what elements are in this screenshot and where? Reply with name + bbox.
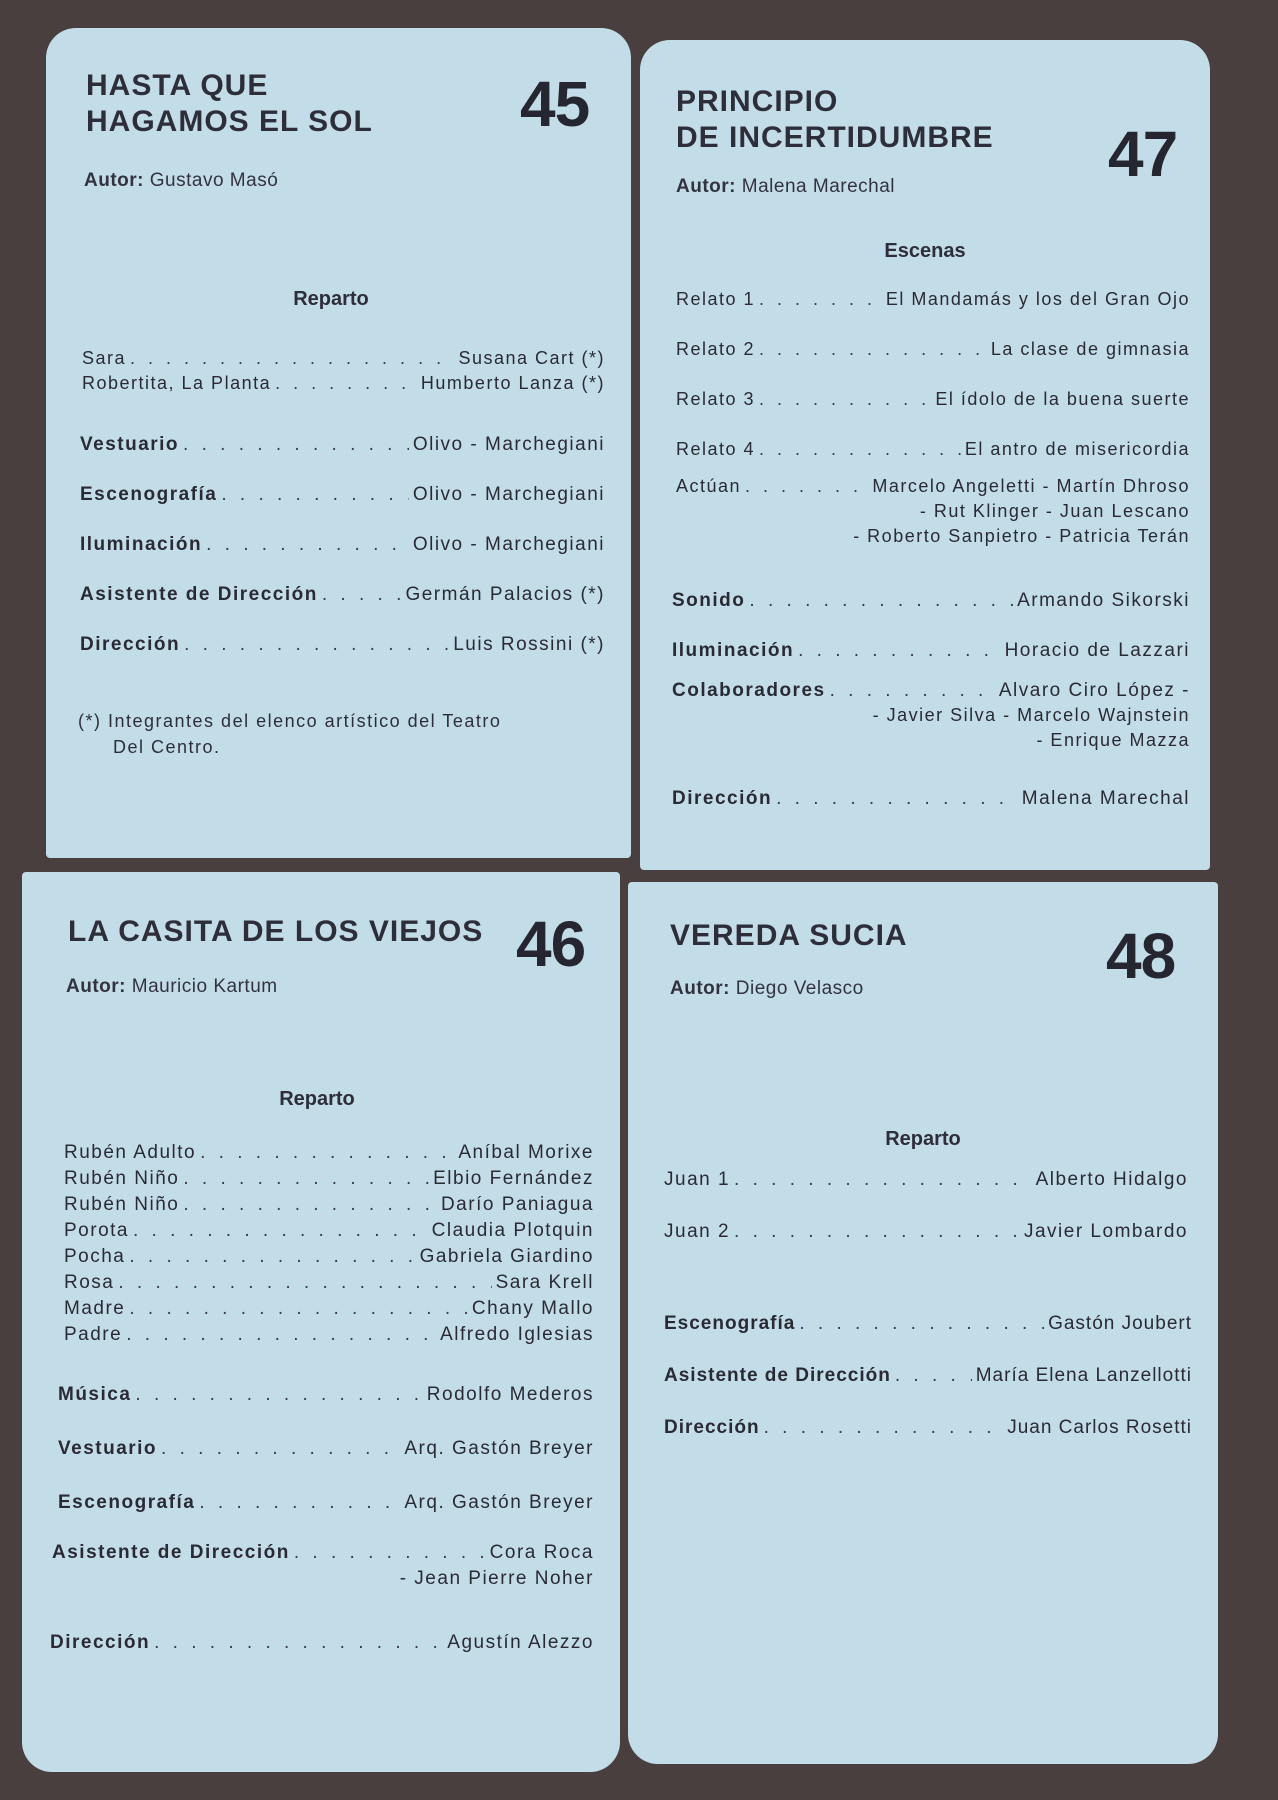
- credit-label: Asistente de Dirección: [52, 1542, 290, 1563]
- character-name: Porota: [64, 1220, 129, 1241]
- actor-name: Aníbal Morixe: [458, 1142, 594, 1163]
- character-name: Madre: [64, 1298, 126, 1319]
- leader-dots: [734, 1206, 1020, 1258]
- scene-label: Relato 1: [676, 289, 756, 309]
- leader-dots: [183, 420, 409, 470]
- leader-dots: [206, 520, 409, 570]
- leader-dots: [129, 1244, 415, 1270]
- credit-row-direccion: [672, 774, 1190, 824]
- credit-label: Iluminación: [80, 534, 203, 555]
- actor-name: Humberto Lanza (*): [420, 373, 605, 393]
- credit-value: Olivo - Marchegiani: [412, 484, 605, 505]
- scene-label: Relato 4: [676, 439, 756, 459]
- credit-label: Colaboradores: [672, 680, 826, 701]
- leader-dots: [183, 1192, 437, 1218]
- actor-name: Alfredo Iglesias: [440, 1324, 594, 1345]
- credit-label: Vestuario: [58, 1438, 158, 1459]
- cast-row: [664, 1206, 1188, 1258]
- character-name: Robertita, La Planta: [82, 373, 272, 393]
- credit-value: Olivo - Marchegiani: [412, 534, 605, 555]
- colaboradores-block: [672, 678, 1190, 753]
- program-card-46: [22, 872, 620, 1772]
- cast-row: [64, 1140, 594, 1166]
- play-number: 46: [516, 908, 586, 980]
- leader-dots: [799, 1298, 1044, 1350]
- play-title-line-2: DE INCERTIDUMBRE: [676, 121, 994, 154]
- leader-dots: [322, 570, 402, 620]
- credit-row-escenografia: [58, 1476, 594, 1530]
- leader-dots: [221, 470, 409, 520]
- credits-list: [58, 1368, 594, 1530]
- leader-dots: [199, 1476, 400, 1530]
- credit-row-vestuario: [58, 1422, 594, 1476]
- character-name: Rubén Niño: [64, 1168, 180, 1189]
- credits-list: [664, 1298, 1192, 1454]
- credit-label: Escenografía: [58, 1492, 196, 1513]
- credit-value: Armando Sikorski: [1017, 590, 1190, 611]
- credit-label: Dirección: [664, 1417, 760, 1438]
- credit-value: Rodolfo Mederos: [426, 1384, 594, 1405]
- cast-row: [64, 1296, 594, 1322]
- actor-name: Gabriela Giardino: [419, 1246, 594, 1267]
- leader-dots: [184, 620, 449, 670]
- direccion-block: [50, 1618, 594, 1668]
- play-title: [86, 68, 373, 140]
- reparto-list: [82, 346, 605, 396]
- character-name: Juan 2: [664, 1221, 731, 1242]
- reparto-heading: Reparto: [279, 1088, 355, 1110]
- leader-dots: [161, 1422, 400, 1476]
- credit-label: Dirección: [80, 634, 181, 655]
- credit-value: Juan Carlos Rosetti: [1007, 1417, 1192, 1438]
- credit-value: Arq. Gastón Breyer: [404, 1492, 594, 1513]
- leader-dots: [126, 1322, 436, 1348]
- credit-row-iluminacion: [80, 520, 605, 570]
- character-name: Juan 1: [664, 1169, 731, 1190]
- cast-row: [64, 1192, 594, 1218]
- credit-row-direccion: [664, 1402, 1192, 1454]
- play-number: 45: [520, 68, 590, 140]
- author-name: Mauricio Kartum: [131, 976, 278, 997]
- character-name: Rubén Adulto: [64, 1142, 197, 1163]
- actuan-label: Actúan: [676, 476, 742, 496]
- play-title: [68, 914, 483, 950]
- credit-value: Germán Palacios (*): [405, 584, 605, 605]
- cast-row: [664, 1154, 1188, 1206]
- footnote-line-1: (*) Integrantes del elenco artístico del Teatro: [78, 711, 502, 731]
- credit-value: Malena Marechal: [1021, 788, 1190, 809]
- asistente-block: [52, 1540, 594, 1592]
- actuan-row: [676, 474, 1190, 499]
- character-name: Padre: [64, 1324, 123, 1345]
- leader-dots: [200, 1140, 454, 1166]
- author-line: [66, 976, 278, 998]
- scene-title: El antro de misericordia: [964, 439, 1190, 459]
- author-label: Autor:: [676, 176, 736, 197]
- play-title-line-1: PRINCIPIO: [676, 85, 839, 118]
- author-label: Autor:: [670, 978, 730, 999]
- cast-row: [64, 1322, 594, 1348]
- author-name: Malena Marechal: [741, 176, 896, 197]
- scene-title: El ídolo de la buena suerte: [935, 389, 1190, 409]
- leader-dots: [830, 678, 995, 703]
- program-card-45: [46, 28, 631, 858]
- reparto-heading: Reparto: [885, 1128, 961, 1150]
- credit-row-direccion: [50, 1618, 594, 1668]
- credit-label: Música: [58, 1384, 132, 1405]
- credit-value: Arq. Gastón Breyer: [404, 1438, 594, 1459]
- escenas-heading: Escenas: [884, 240, 966, 262]
- play-title-line-1: VEREDA SUCIA: [670, 919, 908, 952]
- credit-row-colaboradores: [672, 678, 1190, 703]
- credit-row-asistente: [664, 1350, 1192, 1402]
- credit-label: Asistente de Dirección: [664, 1365, 891, 1386]
- credit-label: Escenografía: [80, 484, 218, 505]
- leader-dots: [759, 374, 931, 424]
- actuan-block: [676, 474, 1190, 549]
- footnote-line-2: Del Centro.: [113, 737, 221, 757]
- actor-name: Javier Lombardo: [1023, 1221, 1188, 1242]
- leader-dots: [154, 1618, 443, 1668]
- author-label: Autor:: [66, 976, 126, 997]
- actor-name: Chany Mallo: [471, 1298, 594, 1319]
- credit-label: Vestuario: [80, 434, 180, 455]
- technical-credits: [672, 576, 1190, 676]
- actor-name: Susana Cart (*): [458, 348, 605, 368]
- leader-dots: [764, 1402, 1004, 1454]
- credit-label: Escenografía: [664, 1313, 796, 1334]
- leader-dots: [759, 274, 882, 324]
- credit-value: María Elena Lanzellotti: [975, 1365, 1192, 1386]
- reparto-list: [64, 1140, 594, 1348]
- play-title-line-1: HASTA QUE: [86, 69, 269, 102]
- leader-dots: [130, 346, 454, 371]
- actor-name: Darío Paniagua: [440, 1194, 594, 1215]
- actuan-continuation: - Rut Klinger - Juan Lescano: [919, 501, 1190, 521]
- leader-dots: [118, 1270, 491, 1296]
- leader-dots: [133, 1218, 428, 1244]
- actor-name: Sara Krell: [495, 1272, 594, 1293]
- scene-label: Relato 3: [676, 389, 756, 409]
- scene-row: [676, 374, 1190, 424]
- scene-title: El Mandamás y los del Gran Ojo: [885, 289, 1190, 309]
- leader-dots: [895, 1350, 972, 1402]
- credit-row-musica: [58, 1368, 594, 1422]
- leader-dots: [135, 1368, 422, 1422]
- leader-dots: [129, 1296, 468, 1322]
- footnote: [78, 708, 608, 760]
- credit-row-vestuario: [80, 420, 605, 470]
- play-title-line-1: LA CASITA DE LOS VIEJOS: [68, 915, 484, 948]
- cast-row: [64, 1166, 594, 1192]
- credit-label: Dirección: [672, 788, 773, 809]
- cast-row: [64, 1244, 594, 1270]
- credit-value: Horacio de Lazzari: [1004, 640, 1190, 661]
- leader-dots: [294, 1540, 486, 1566]
- author-line: [84, 170, 278, 192]
- reparto-list: [664, 1154, 1188, 1258]
- scene-title: La clase de gimnasia: [990, 339, 1190, 359]
- scene-row: [676, 424, 1190, 474]
- credit-value: Agustín Alezzo: [447, 1632, 594, 1653]
- colaboradores-continuation: - Enrique Mazza: [1036, 730, 1190, 750]
- credit-row-iluminacion: [672, 626, 1190, 676]
- scene-row: [676, 324, 1190, 374]
- actor-name: Claudia Plotquin: [431, 1220, 594, 1241]
- credit-row-asistente: [80, 570, 605, 620]
- credit-value: Luis Rossini (*): [453, 634, 605, 655]
- credit-label: Asistente de Dirección: [80, 584, 318, 605]
- credits-list: [80, 420, 605, 670]
- reparto-heading: Reparto: [293, 288, 369, 310]
- scene-row: [676, 274, 1190, 324]
- character-name: Pocha: [64, 1246, 126, 1267]
- credit-row-direccion: [80, 620, 605, 670]
- credit-row-asistente: [52, 1540, 594, 1566]
- leader-dots: [798, 626, 1001, 676]
- actor-name: Alberto Hidalgo: [1035, 1169, 1188, 1190]
- actor-name: Elbio Fernández: [433, 1168, 594, 1189]
- leader-dots: [745, 474, 868, 499]
- author-name: Gustavo Masó: [149, 170, 279, 191]
- direccion-block: [672, 774, 1190, 824]
- credit-value: Olivo - Marchegiani: [412, 434, 605, 455]
- author-label: Autor:: [84, 170, 144, 191]
- cast-row: [64, 1270, 594, 1296]
- credit-value: Gastón Joubert: [1048, 1313, 1192, 1334]
- leader-dots: [759, 424, 961, 474]
- credit-row-sonido: [672, 576, 1190, 626]
- play-title: [670, 918, 908, 954]
- credit-label: Dirección: [50, 1632, 151, 1653]
- cast-row: [64, 1218, 594, 1244]
- leader-dots: [734, 1154, 1032, 1206]
- leader-dots: [776, 774, 1018, 824]
- credit-label: Sonido: [672, 590, 746, 611]
- author-name: Diego Velasco: [735, 978, 864, 999]
- cast-row: [82, 346, 605, 371]
- author-line: [676, 176, 895, 198]
- program-card-48: [628, 882, 1218, 1764]
- cast-row: [82, 371, 605, 396]
- actuan-continuation: - Roberto Sanpietro - Patricia Terán: [853, 526, 1190, 546]
- credit-value: Alvaro Ciro López -: [998, 680, 1190, 701]
- credit-row-escenografia: [664, 1298, 1192, 1350]
- character-name: Rosa: [64, 1272, 115, 1293]
- program-card-47: [640, 40, 1210, 870]
- character-name: Sara: [82, 348, 127, 368]
- play-number: 48: [1106, 920, 1176, 992]
- colaboradores-continuation: - Javier Silva - Marcelo Wajnstein: [872, 705, 1190, 725]
- credit-row-escenografia: [80, 470, 605, 520]
- leader-dots: [275, 371, 417, 396]
- play-number: 47: [1108, 118, 1178, 190]
- play-title-line-2: HAGAMOS EL SOL: [86, 105, 373, 138]
- escenas-list: [676, 274, 1190, 474]
- credit-value: Cora Roca: [489, 1542, 594, 1563]
- play-title: [676, 84, 994, 156]
- asistente-continuation: - Jean Pierre Noher: [399, 1568, 594, 1589]
- credit-label: Iluminación: [672, 640, 795, 661]
- actuan-value: Marcelo Angeletti - Martín Dhroso: [872, 476, 1190, 496]
- leader-dots: [183, 1166, 429, 1192]
- leader-dots: [759, 324, 987, 374]
- leader-dots: [749, 576, 1013, 626]
- scene-label: Relato 2: [676, 339, 756, 359]
- author-line: [670, 978, 864, 1000]
- character-name: Rubén Niño: [64, 1194, 180, 1215]
